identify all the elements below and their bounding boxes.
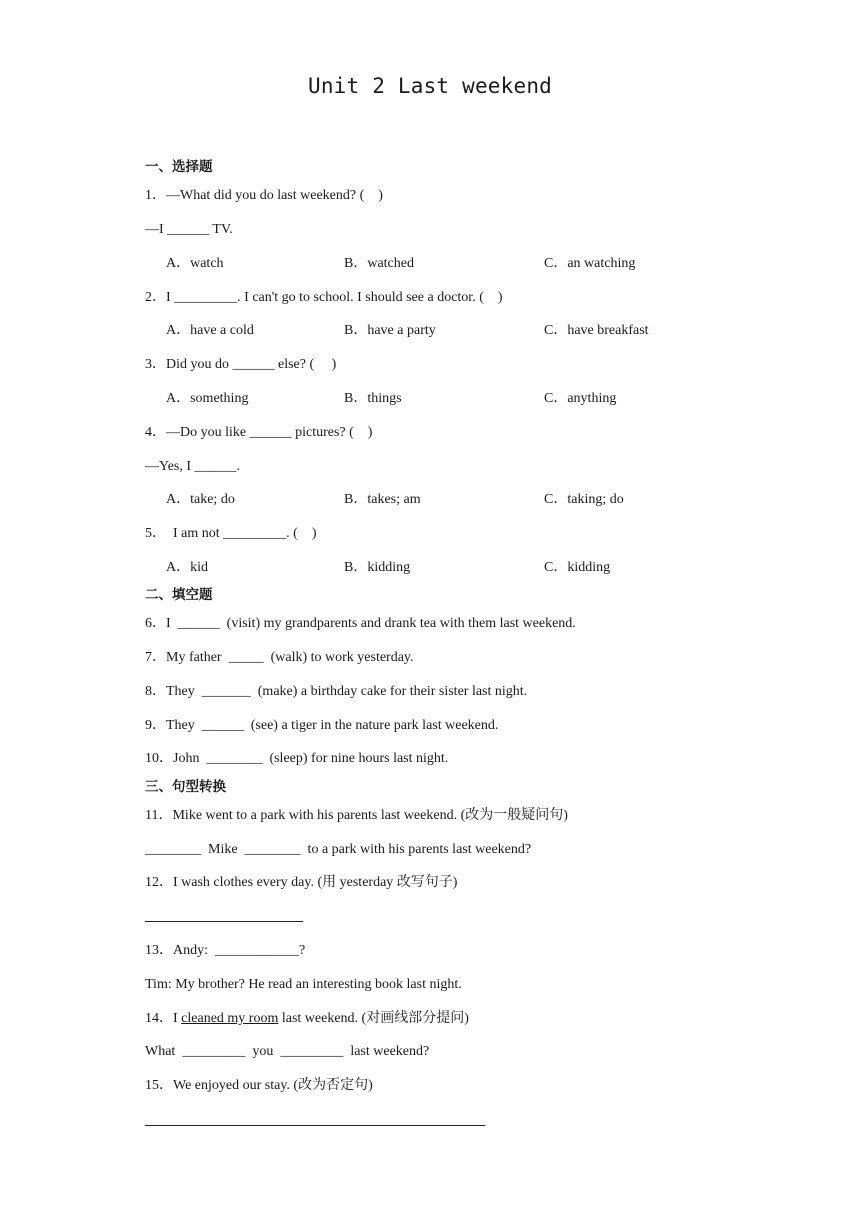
q14-underlined-phrase: cleaned my room [181, 1011, 279, 1026]
question-10: 10．John ________ (sleep) for nine hours last night. [145, 751, 449, 766]
q5-option-a: A．kid [166, 560, 208, 575]
q2-option-b: B．have a party [344, 323, 436, 338]
question-1-answer-line: —I ______ TV. [145, 222, 233, 237]
q14-suffix: last weekend. (对画线部分提问) [278, 1011, 469, 1026]
q1-option-c: C．an watching [544, 256, 636, 271]
question-6: 6．I ______ (visit) my grandparents and drank tea with them last weekend. [145, 616, 576, 631]
question-1: 1．—What did you do last weekend? ( ) [145, 188, 383, 203]
q1-option-a: A．watch [166, 256, 224, 271]
section-heading-choice: 一、选择题 [145, 159, 213, 175]
question-3: 3．Did you do ______ else? ( ) [145, 357, 337, 372]
q4-option-a: A．take; do [166, 492, 235, 507]
question-2: 2．I _________. I can't go to school. I should see a doctor. ( ) [145, 290, 503, 305]
question-4-answer-line: —Yes, I ______. [145, 459, 241, 474]
question-11: 11．Mike went to a park with his parents last weekend. (改为一般疑问句) [145, 808, 568, 823]
q1-option-b: B．watched [344, 256, 414, 271]
q4-option-b: B．takes; am [344, 492, 421, 507]
question-4: 4．—Do you like ______ pictures? ( ) [145, 425, 373, 440]
section-heading-fill: 二、填空题 [145, 587, 213, 603]
question-5: 5． I am not _________. ( ) [145, 526, 317, 541]
question-15: 15．We enjoyed our stay. (改为否定句) [145, 1078, 373, 1093]
q14-prefix: 14．I [145, 1011, 182, 1026]
q4-option-c: C．taking; do [544, 492, 624, 507]
q5-option-c: C．kidding [544, 560, 611, 575]
section-heading-transform: 三、句型转换 [145, 779, 226, 795]
answer-rule-12 [145, 921, 303, 922]
question-14 [145, 1010, 469, 1028]
q2-option-c: C．have breakfast [544, 323, 649, 338]
question-7: 7．My father _____ (walk) to work yesterday. [145, 650, 414, 665]
q3-option-c: C．anything [544, 391, 617, 406]
question-13-dialogue: Tim: My brother? He read an interesting book last night. [145, 977, 462, 992]
q3-option-a: A．something [166, 391, 249, 406]
question-9: 9．They ______ (see) a tiger in the nature park last weekend. [145, 718, 499, 733]
answer-rule-15 [145, 1125, 485, 1126]
q3-option-b: B．things [344, 391, 402, 406]
question-11-answer-line: ________ Mike ________ to a park with his parents last weekend? [145, 842, 532, 857]
page-title: Unit 2 Last weekend [307, 74, 553, 98]
question-13: 13．Andy: ____________? [145, 943, 306, 958]
question-14-answer-line: What _________ you _________ last weekend? [145, 1044, 430, 1059]
question-12: 12．I wash clothes every day. (用 yesterday 改写句子) [145, 875, 458, 890]
question-8: 8．They _______ (make) a birthday cake for their sister last night. [145, 684, 528, 699]
q5-option-b: B．kidding [344, 560, 411, 575]
q2-option-a: A．have a cold [166, 323, 254, 338]
